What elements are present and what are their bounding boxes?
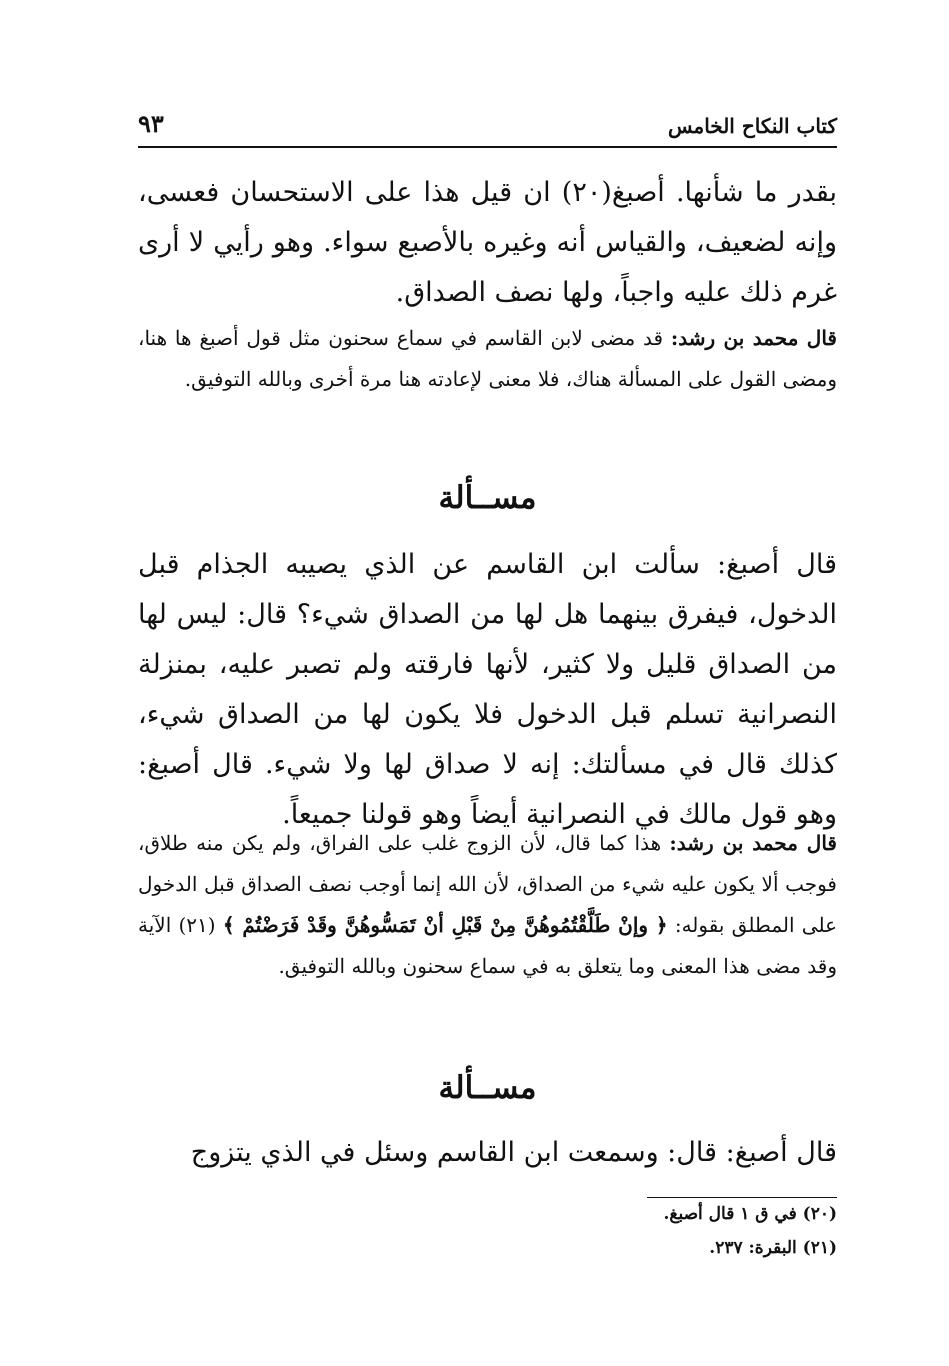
commentary-2 — [138, 823, 837, 987]
page-number: ٩٣ — [138, 109, 164, 138]
footnote-20: (٢٠) في ق ١ قال أصبغ. — [663, 1204, 837, 1224]
commentary-2-body: هذا كما قال، لأن الزوج غلب على الفراق، ولم يكن منه طلاق، فوجب ألا يكون عليه شيء من الصداق، لأن الله إنما أوجب نصف الصداق قبل الدخول على المطلق بقوله: — [138, 831, 838, 937]
commentary-2-tail: (٢١) الآية وقد مضى هذا المعنى وما يتعلق به في سماع سحنون وبالله التوفيق. — [138, 913, 837, 978]
running-title: كتاب النكاح الخامس — [667, 114, 837, 138]
paragraph-3: قال أصبغ: قال: وسمعت ابن القاسم وسئل في الذي يتزوج — [190, 1137, 837, 1168]
quran-verse: ﴿ وإنْ طَلَّقْتُمُوهُنَّ مِنْ قَبْلِ أنْ تَمَسُّوهُنَّ وقَدْ فَرَضْتُمْ ﴾ — [222, 913, 668, 937]
commentary-1-body: قد مضى لابن القاسم في سماع سحنون مثل قول أصبغ ها هنا، ومضى القول على المسألة هناك، فلا معنى لإعادته هنا مرة أخرى وبالله التوفيق. — [138, 326, 837, 391]
footnote-21: (٢١) البقرة: ٢٣٧. — [709, 1238, 837, 1258]
section-title-1: مســألة — [438, 480, 537, 516]
paragraph-1: بقدر ما شأنها. أصبغ(٢٠) ان قيل هذا على الاستحسان فعسى، وإنه لضعيف، والقياس أنه وغيره بالأصبع سواء. وهو رأيي لا أرى غرم ذلك عليه واجباً، ولها نصف الصداق. — [138, 177, 837, 308]
footnote-rule — [647, 1197, 837, 1198]
section-title-2: مســألة — [438, 1070, 537, 1106]
header-rule — [138, 146, 837, 148]
paragraph-2: قال أصبغ: سألت ابن القاسم عن الذي يصيبه الجذام قبل الدخول، فيفرق بينهما هل لها من الصداق شيء؟ قال: ليس لها من الصداق قليل ولا كثير، لأنها فارقته ولم تصبر عليه، بمنزلة النصرانية تسلم قبل الدخول فلا يكون لها من الصداق شيء، كذلك قال في مسألتك: إنه لا صداق لها ولا شيء. قال أصبغ: وهو قول مالك في النصرانية أيضاً وهو قولنا جميعاً. — [138, 549, 837, 830]
commentary-2-lead: قال محمد بن رشد: — [669, 831, 837, 855]
commentary-1-lead: قال محمد بن رشد: — [670, 326, 837, 350]
page-header — [138, 96, 837, 138]
commentary-1 — [138, 318, 837, 400]
